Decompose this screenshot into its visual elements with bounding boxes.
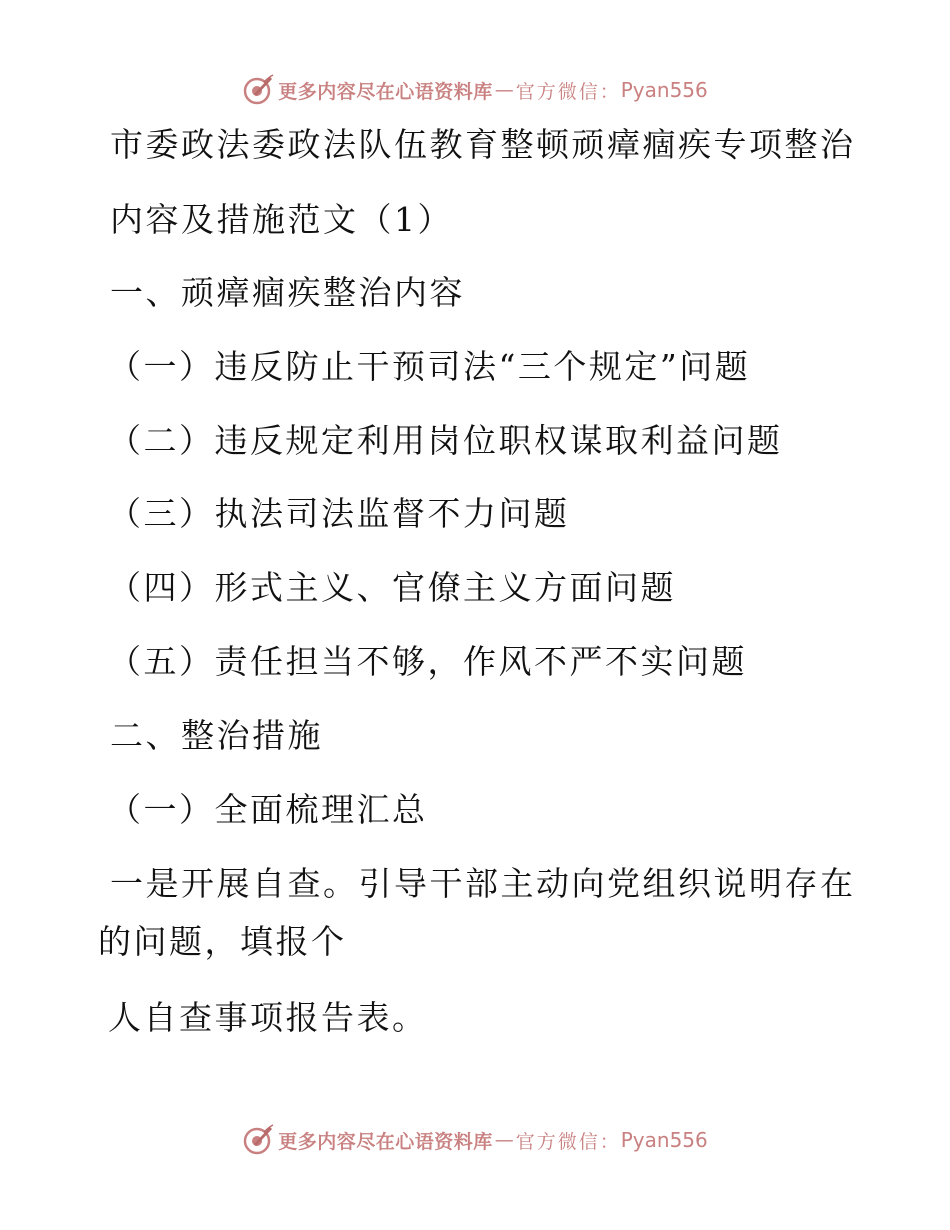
watermark-separator: — bbox=[494, 1129, 514, 1151]
watermark-label: 官方微信： bbox=[515, 1130, 621, 1153]
section-2-heading: 二、整治措施 bbox=[110, 716, 323, 755]
watermark-site-text: 更多内容尽在心语资料库 bbox=[278, 80, 493, 103]
watermark-separator: — bbox=[494, 79, 514, 101]
section-2-sub-1: （一）全面梳理汇总 bbox=[108, 790, 428, 829]
watermark-site-text: 更多内容尽在心语资料库 bbox=[278, 1130, 493, 1153]
document-title-line-1: 市委政法委政法队伍教育整顿顽瘴痼疾专项整治 bbox=[110, 125, 856, 164]
watermark-label: 官方微信： bbox=[515, 80, 621, 103]
watermark-wechat-id: Pyan556 bbox=[620, 1128, 708, 1152]
section-1-item-3: （三）执法司法监督不力问题 bbox=[108, 494, 570, 533]
quill-logo-icon bbox=[242, 1124, 274, 1156]
paragraph-line-3: 人自查事项报告表。 bbox=[108, 998, 428, 1037]
watermark-wechat-id: Pyan556 bbox=[620, 78, 708, 102]
paragraph-line-1: 一是开展自查。引导干部主动向党组织说明存在 bbox=[110, 864, 856, 903]
paragraph-line-2: 的问题，填报个 bbox=[98, 922, 347, 961]
section-1-item-2: （二）违反规定利用岗位职权谋取利益问题 bbox=[108, 421, 783, 460]
footer-watermark bbox=[0, 1120, 950, 1160]
section-1-item-5: （五）责任担当不够，作风不严不实问题 bbox=[108, 642, 747, 681]
section-1-item-4: （四）形式主义、官僚主义方面问题 bbox=[108, 568, 676, 607]
document-title-line-2: 内容及措施范文（1） bbox=[110, 200, 453, 239]
section-1-heading: 一、顽瘴痼疾整治内容 bbox=[110, 273, 465, 312]
section-1-item-1: （一）违反防止干预司法“三个规定”问题 bbox=[108, 347, 751, 386]
